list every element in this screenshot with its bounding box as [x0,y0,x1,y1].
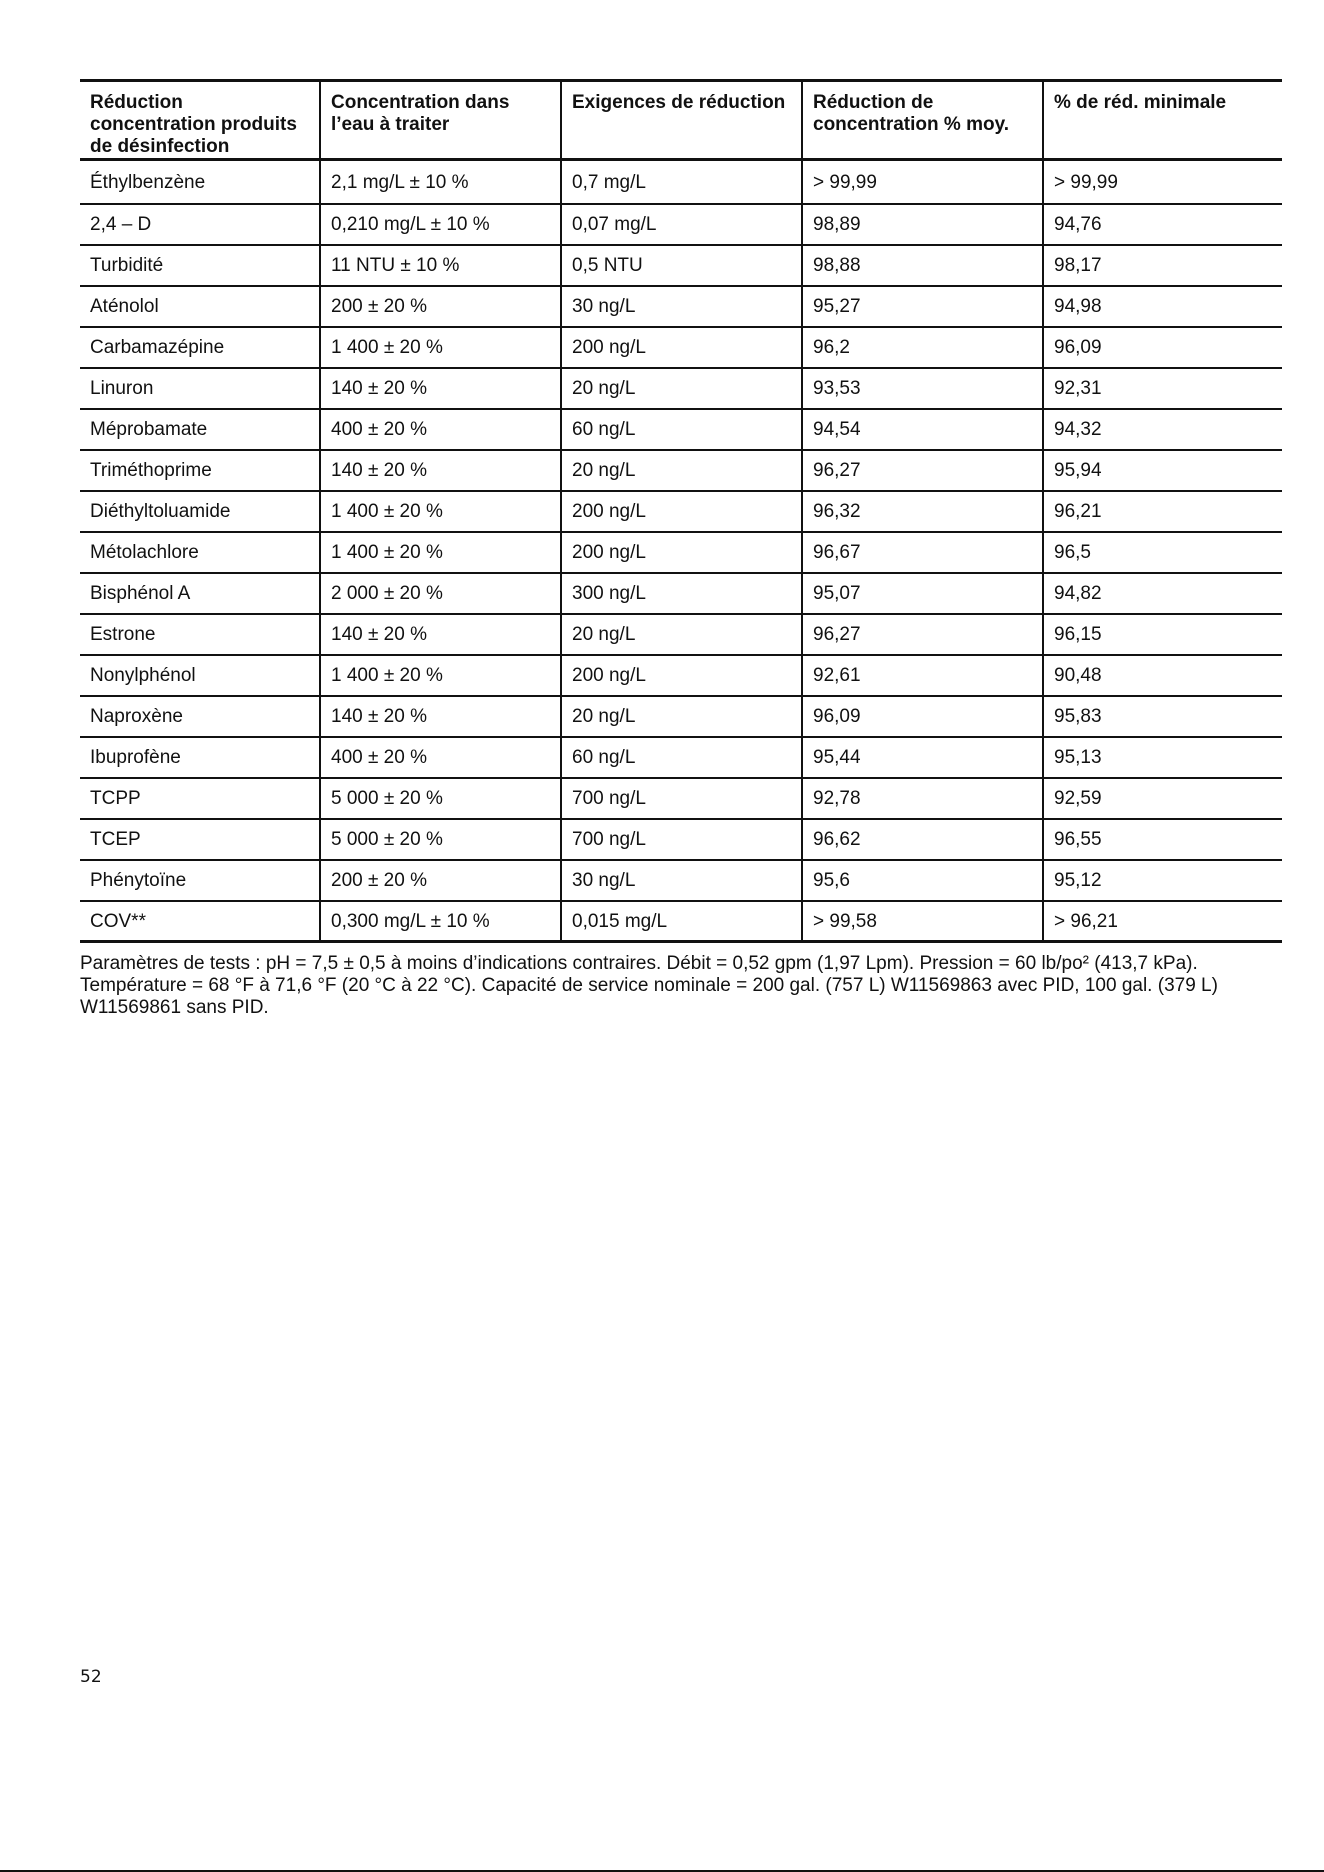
cell-concentration: 2 000 ± 20 % [320,573,561,614]
cell-minimum-reduction: 96,5 [1043,532,1282,573]
cell-product: Turbidité [80,245,320,286]
cell-concentration: 140 ± 20 % [320,368,561,409]
cell-average-reduction: 95,6 [802,860,1043,901]
cell-minimum-reduction: 94,98 [1043,286,1282,327]
cell-concentration: 2,1 mg/L ± 10 % [320,160,561,204]
table-row [80,778,1282,819]
cell-concentration: 1 400 ± 20 % [320,532,561,573]
table-row [80,655,1282,696]
cell-requirement: 0,7 mg/L [561,160,802,204]
cell-concentration: 11 NTU ± 10 % [320,245,561,286]
cell-requirement: 700 ng/L [561,778,802,819]
table-row [80,491,1282,532]
cell-concentration: 5 000 ± 20 % [320,778,561,819]
cell-product: COV** [80,901,320,942]
cell-average-reduction: 96,32 [802,491,1043,532]
cell-average-reduction: 96,09 [802,696,1043,737]
cell-concentration: 5 000 ± 20 % [320,819,561,860]
cell-product: Linuron [80,368,320,409]
cell-requirement: 20 ng/L [561,368,802,409]
table-row [80,245,1282,286]
cell-minimum-reduction: > 96,21 [1043,901,1282,942]
cell-requirement: 20 ng/L [561,450,802,491]
cell-product: Méprobamate [80,409,320,450]
cell-average-reduction: 95,44 [802,737,1043,778]
cell-requirement: 30 ng/L [561,286,802,327]
header-cell-minimum-reduction: % de réd. minimale [1043,81,1282,160]
cell-requirement: 20 ng/L [561,614,802,655]
cell-product: TCEP [80,819,320,860]
cell-concentration: 1 400 ± 20 % [320,655,561,696]
cell-minimum-reduction: 96,55 [1043,819,1282,860]
cell-product: Carbamazépine [80,327,320,368]
cell-average-reduction: 96,27 [802,450,1043,491]
cell-product: Naproxène [80,696,320,737]
cell-requirement: 60 ng/L [561,737,802,778]
table-row [80,737,1282,778]
cell-minimum-reduction: > 99,99 [1043,160,1282,204]
header-cell-concentration: Concentration dans l’eau à traiter [320,81,561,160]
cell-minimum-reduction: 98,17 [1043,245,1282,286]
table-row [80,160,1282,204]
cell-minimum-reduction: 96,21 [1043,491,1282,532]
cell-average-reduction: 92,61 [802,655,1043,696]
cell-average-reduction: 95,27 [802,286,1043,327]
table-header [80,81,1282,160]
cell-requirement: 20 ng/L [561,696,802,737]
cell-average-reduction: 95,07 [802,573,1043,614]
cell-average-reduction: > 99,58 [802,901,1043,942]
cell-concentration: 400 ± 20 % [320,409,561,450]
cell-requirement: 200 ng/L [561,491,802,532]
cell-product: Estrone [80,614,320,655]
page-number: 52 [80,1667,102,1687]
cell-minimum-reduction: 95,13 [1043,737,1282,778]
cell-product: TCPP [80,778,320,819]
table-row [80,409,1282,450]
cell-average-reduction: 93,53 [802,368,1043,409]
cell-requirement: 30 ng/L [561,860,802,901]
table-row [80,286,1282,327]
table-body [80,160,1282,942]
cell-concentration: 200 ± 20 % [320,860,561,901]
cell-product: Phénytoïne [80,860,320,901]
cell-average-reduction: 92,78 [802,778,1043,819]
header-row [80,81,1282,160]
cell-product: Aténolol [80,286,320,327]
cell-requirement: 60 ng/L [561,409,802,450]
cell-product: Éthylbenzène [80,160,320,204]
cell-minimum-reduction: 95,83 [1043,696,1282,737]
table-row [80,368,1282,409]
cell-minimum-reduction: 95,12 [1043,860,1282,901]
table-row [80,204,1282,245]
cell-product: Métolachlore [80,532,320,573]
cell-concentration: 200 ± 20 % [320,286,561,327]
cell-average-reduction: 96,62 [802,819,1043,860]
cell-requirement: 0,07 mg/L [561,204,802,245]
table-row [80,860,1282,901]
cell-concentration: 0,300 mg/L ± 10 % [320,901,561,942]
cell-requirement: 200 ng/L [561,327,802,368]
header-cell-average-reduction: Réduction de concentration % moy. [802,81,1043,160]
cell-concentration: 140 ± 20 % [320,696,561,737]
cell-product: Nonylphénol [80,655,320,696]
cell-minimum-reduction: 96,15 [1043,614,1282,655]
cell-minimum-reduction: 96,09 [1043,327,1282,368]
cell-average-reduction: 94,54 [802,409,1043,450]
cell-average-reduction: > 99,99 [802,160,1043,204]
cell-requirement: 200 ng/L [561,655,802,696]
test-parameters-footnote: Paramètres de tests : pH = 7,5 ± 0,5 à moins d’indications contraires. Débit = 0,52 gpm (1,97 Lpm). Pression = 60 lb/po² (413,7 kPa). Température = 68 °F à 71,6 °F (20 °C à 22 °C). Capacité de service nominale = 200 gal. (757 L) W11569863 avec PID, 100 gal. (379 L) W11569861 sans PID. [80,953,1218,1018]
cell-concentration: 400 ± 20 % [320,737,561,778]
cell-product: Ibuprofène [80,737,320,778]
cell-concentration: 140 ± 20 % [320,614,561,655]
table-row [80,532,1282,573]
table-row [80,614,1282,655]
cell-minimum-reduction: 92,31 [1043,368,1282,409]
cell-average-reduction: 96,67 [802,532,1043,573]
cell-concentration: 0,210 mg/L ± 10 % [320,204,561,245]
cell-product: Bisphénol A [80,573,320,614]
table-row [80,450,1282,491]
cell-product: Triméthoprime [80,450,320,491]
cell-requirement: 200 ng/L [561,532,802,573]
cell-product: 2,4 – D [80,204,320,245]
table-row [80,819,1282,860]
cell-average-reduction: 96,2 [802,327,1043,368]
cell-minimum-reduction: 94,82 [1043,573,1282,614]
cell-requirement: 0,015 mg/L [561,901,802,942]
cell-concentration: 1 400 ± 20 % [320,327,561,368]
cell-concentration: 1 400 ± 20 % [320,491,561,532]
table-row [80,901,1282,942]
table-row [80,696,1282,737]
cell-average-reduction: 98,88 [802,245,1043,286]
table-row [80,327,1282,368]
cell-product: Diéthyltoluamide [80,491,320,532]
cell-concentration: 140 ± 20 % [320,450,561,491]
reduction-table [80,79,1282,943]
cell-average-reduction: 98,89 [802,204,1043,245]
header-cell-product: Réduction concentration produits de désinfection [80,81,320,160]
cell-minimum-reduction: 94,76 [1043,204,1282,245]
cell-minimum-reduction: 92,59 [1043,778,1282,819]
cell-minimum-reduction: 95,94 [1043,450,1282,491]
cell-minimum-reduction: 90,48 [1043,655,1282,696]
cell-minimum-reduction: 94,32 [1043,409,1282,450]
cell-average-reduction: 96,27 [802,614,1043,655]
header-cell-requirement: Exigences de réduction [561,81,802,160]
cell-requirement: 0,5 NTU [561,245,802,286]
cell-requirement: 700 ng/L [561,819,802,860]
table-row [80,573,1282,614]
cell-requirement: 300 ng/L [561,573,802,614]
